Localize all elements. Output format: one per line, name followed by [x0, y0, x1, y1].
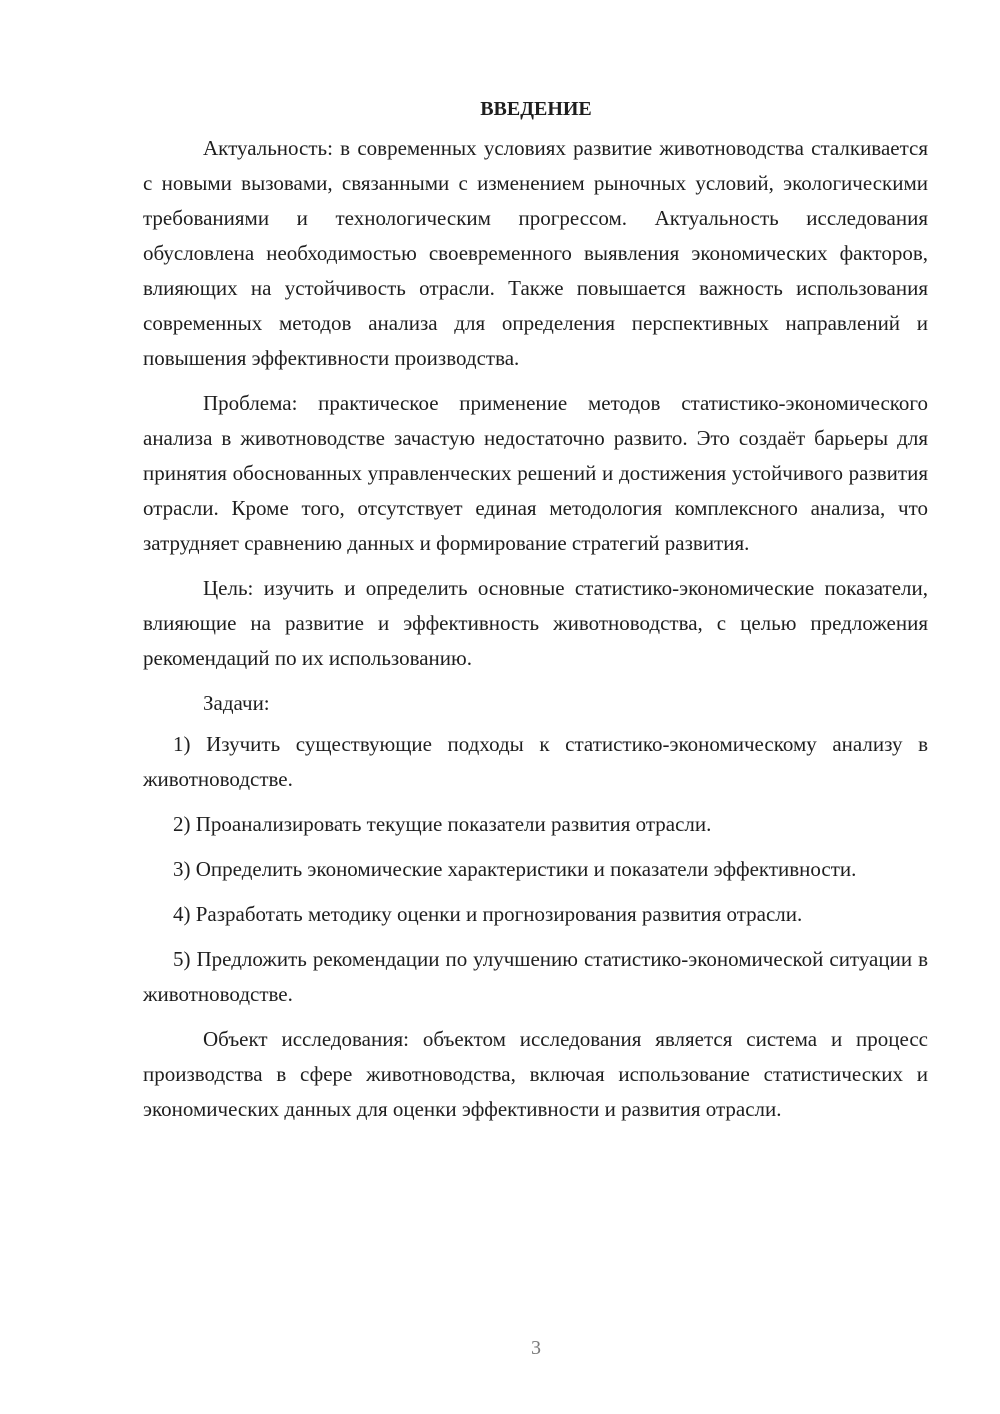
section-title: ВВЕДЕНИЕ — [480, 98, 592, 120]
task-item-2: 2) Проанализировать текущие показатели развития отрасли. — [173, 812, 712, 836]
paragraph-problem: Проблема: практическое применение методов статистико-экономического анализа в животноводстве зачастую недостаточно развито. Это создаёт барьеры для принятия обоснованных управленческих решений и достижения устойчивого развития отрасли. Кроме того, отсутствует единая методология комплексного анализа, что затрудняет сравнению данных и формирование стратегий развития. — [143, 391, 928, 555]
task-item-5: 5) Предложить рекомендации по улучшению статистико-экономической ситуации в животноводстве. — [143, 947, 928, 1006]
tasks-heading: Задачи: — [203, 691, 270, 715]
paragraph-relevance: Актуальность: в современных условиях развитие животноводства сталкивается с новыми вызовами, связанными с изменением рыночных условий, экологическими требованиями и технологическим прогрессом. Актуальность исследования обусловлена необходимостью своевременного выявления экономических факторов, влияющих на устойчивость отрасли. Также повышается важность использования современных методов анализа для определения перспективных направлений и повышения эффективности производства. — [143, 136, 928, 370]
page-content — [143, 92, 928, 1137]
page-number: 3 — [531, 1337, 541, 1359]
task-item-3: 3) Определить экономические характеристики и показатели эффективности. — [173, 857, 857, 881]
paragraph-goal: Цель: изучить и определить основные статистико-экономические показатели, влияющие на развитие и эффективность животноводства, с целью предложения рекомендаций по их использованию. — [143, 576, 928, 670]
paragraph-object: Объект исследования: объектом исследования является система и процесс производства в сфере животноводства, включая использование статистических и экономических данных для оценки эффективности и развития отрасли. — [143, 1027, 928, 1121]
task-item-4: 4) Разработать методику оценки и прогнозирования развития отрасли. — [173, 902, 803, 926]
task-item-1: 1) Изучить существующие подходы к статистико-экономическому анализу в животноводстве. — [143, 732, 928, 791]
